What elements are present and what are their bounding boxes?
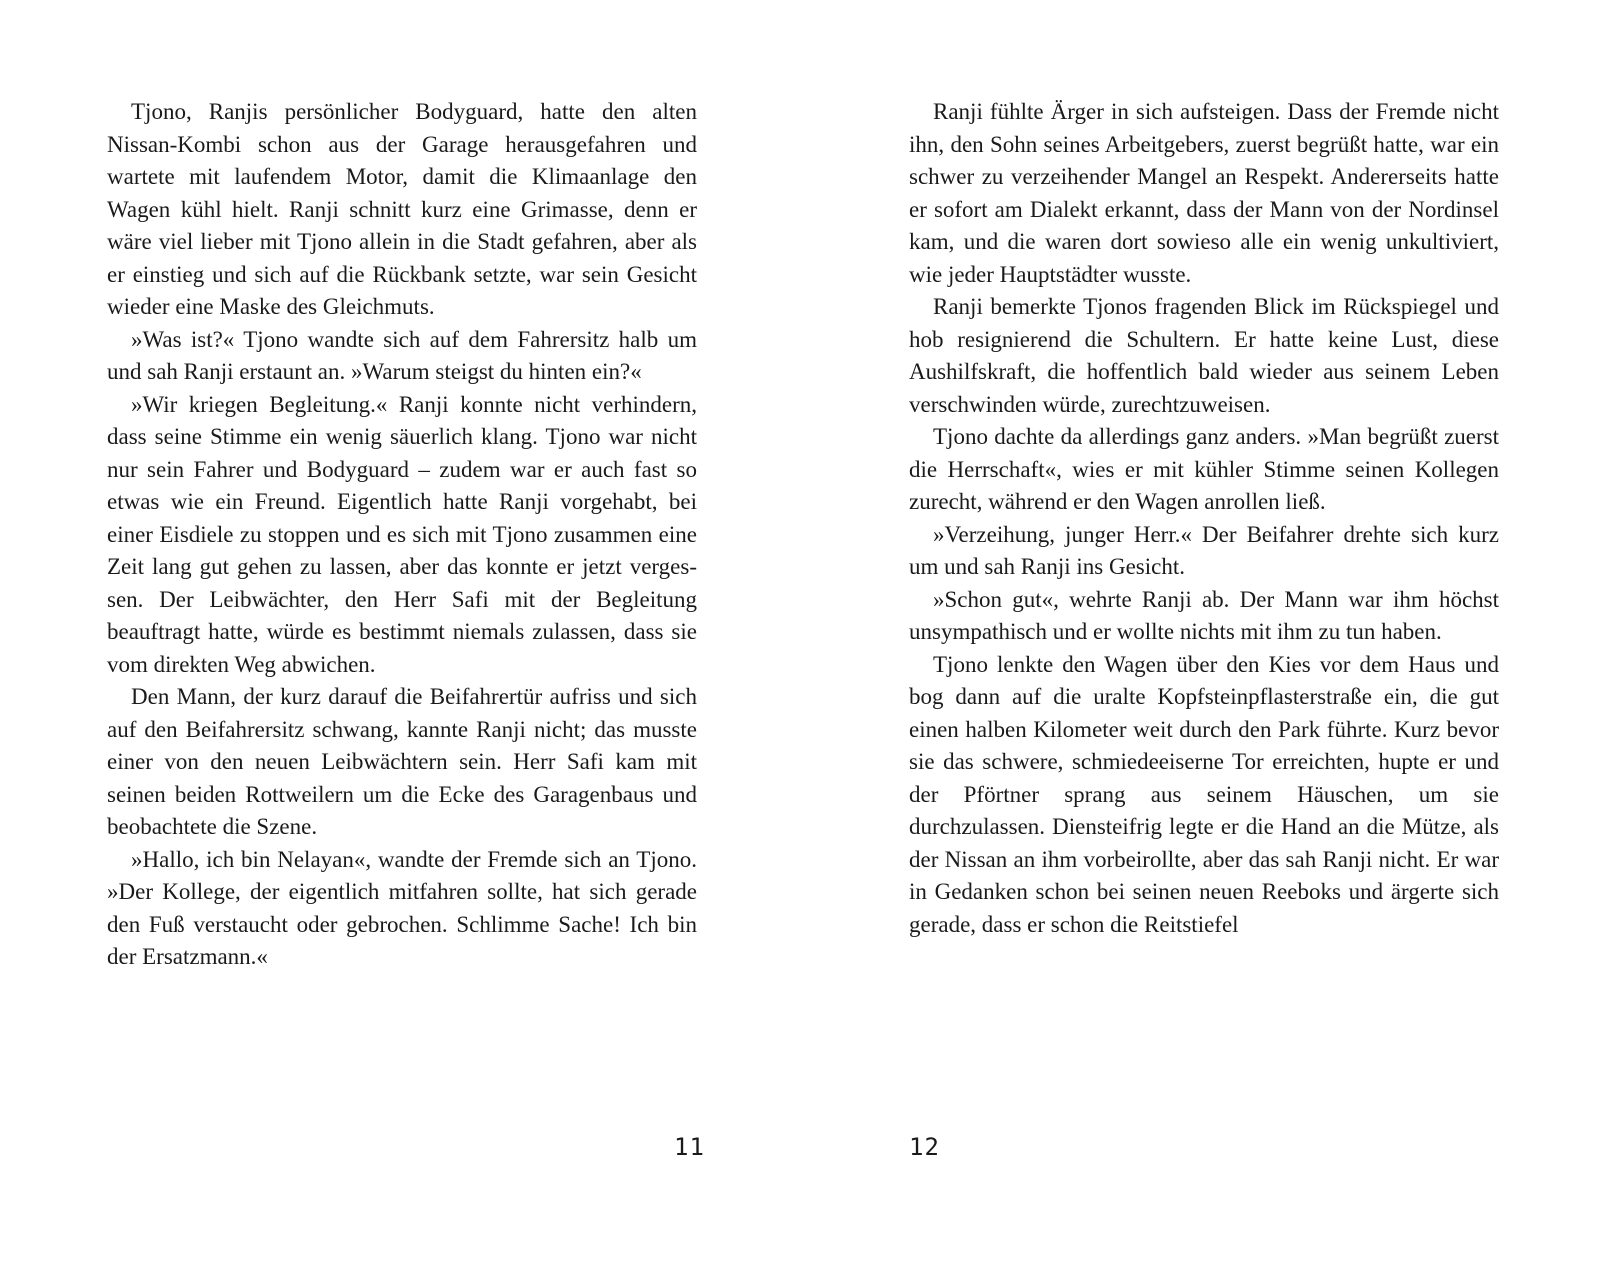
paragraph: »Was ist?« Tjono wandte sich auf dem Fahrersitz halb um und sah Ranji erstaunt an. »Warum steigst du hinten ein?« [107, 326, 697, 384]
paragraph: »Verzeihung, junger Herr.« Der Beifahrer drehte sich kurz um und sah Ranji ins Gesicht. [909, 521, 1499, 579]
paragraph: Ranji bemerkte Tjonos fragenden Blick im Rückspiegel und hob resignierend die Schultern. Er hatte keine Lust, diese Aushilfskraft, die hoffentlich bald wieder aus seinem Leben verschwinden würde, zurechtzuweisen. [909, 294, 1499, 417]
paragraph: Tjono, Ranjis persönlicher Bodyguard, hatte den alten Nissan-Kombi schon aus der Garage herausgefahren und wartete mit laufendem Motor, damit die Klimaanlage den Wagen kühl hielt. Ranji schnitt kurz eine Grimasse, denn er wäre viel lieber mit Tjono allein in die Stadt gefahren, aber als er einstieg und sich auf die Rückbank setzte, war sein Gesicht wieder eine Maske des Gleichmuts. [107, 99, 697, 319]
paragraph: Tjono dachte da allerdings ganz anders. »Man begrüßt zuerst die Herrschaft«, wies er mit kühler Stimme seinen Kollegen zurecht, während er den Wagen anrollen ließ. [909, 424, 1499, 514]
paragraph: »Wir kriegen Begleitung.« Ranji konnte nicht verhindern, dass seine Stimme ein wenig säuerlich klang. Tjono war nicht nur sein Fahrer und Bodyguard – zudem war er auch fast so etwas wie ein Freund. Eigentlich hatte Ranji vorgehabt, bei einer Eisdiele zu stoppen und es sich mit Tjono zusammen eine Zeit lang gut gehen zu lassen, aber das konnte er jetzt vergessen. Der Leibwächter, den Herr Safi mit der Begleitung beauftragt hatte, würde es bestimmt niemals zulassen, dass sie vom direkten Weg abwichen. [107, 391, 697, 677]
right-page-text [909, 96, 1499, 941]
paragraph: Tjono lenkte den Wagen über den Kies vor dem Haus und bog dann auf die uralte Kopfsteinpflasterstraße ein, die gut einen halben Kilometer weit durch den Park führte. Kurz bevor sie das schwere, schmiedeeiserne Tor erreichten, hupte er und der Pförtner sprang aus seinem Häuschen, um sie durchzulassen. Diensteifrig legte er die Hand an die Mütze, als der Nissan an ihm vorbeirollte, aber das sah Ranji nicht. Er war in Gedanken schon bei seinen neuen Reeboks und ärgerte sich gerade, dass er schon die Reitstiefel [909, 651, 1499, 937]
page-number-right: 12 [909, 1133, 940, 1161]
paragraph: »Schon gut«, wehrte Ranji ab. Der Mann war ihm höchst unsympathisch und er wollte nichts mit ihm zu tun haben. [909, 586, 1499, 644]
paragraph: Den Mann, der kurz darauf die Beifahrertür aufriss und sich auf den Beifahrersitz schwang, kannte Ranji nicht; das musste einer von den neuen Leibwächtern sein. Herr Safi kam mit seinen beiden Rottweilern um die Ecke des Garagenbaus und beobachtete die Szene. [107, 684, 697, 839]
paragraph: Ranji fühlte Ärger in sich aufsteigen. Dass der Fremde nicht ihn, den Sohn seines Arbeitgebers, zuerst begrüßt hatte, war ein schwer zu verzeihender Mangel an Respekt. Andererseits hatte er sofort am Dialekt erkannt, dass der Mann von der Nordinsel kam, und die waren dort sowieso alle ein wenig unkultiviert, wie jeder Hauptstädter wusste. [909, 99, 1499, 287]
paragraph: »Hallo, ich bin Nelayan«, wandte der Fremde sich an Tjono. »Der Kollege, der eigentlich mitfahren sollte, hat sich gerade den Fuß verstaucht oder gebrochen. Schlimme Sache! Ich bin der Ersatzmann.« [107, 846, 697, 969]
page-number-left: 11 [674, 1133, 705, 1161]
left-page-text [107, 96, 697, 974]
